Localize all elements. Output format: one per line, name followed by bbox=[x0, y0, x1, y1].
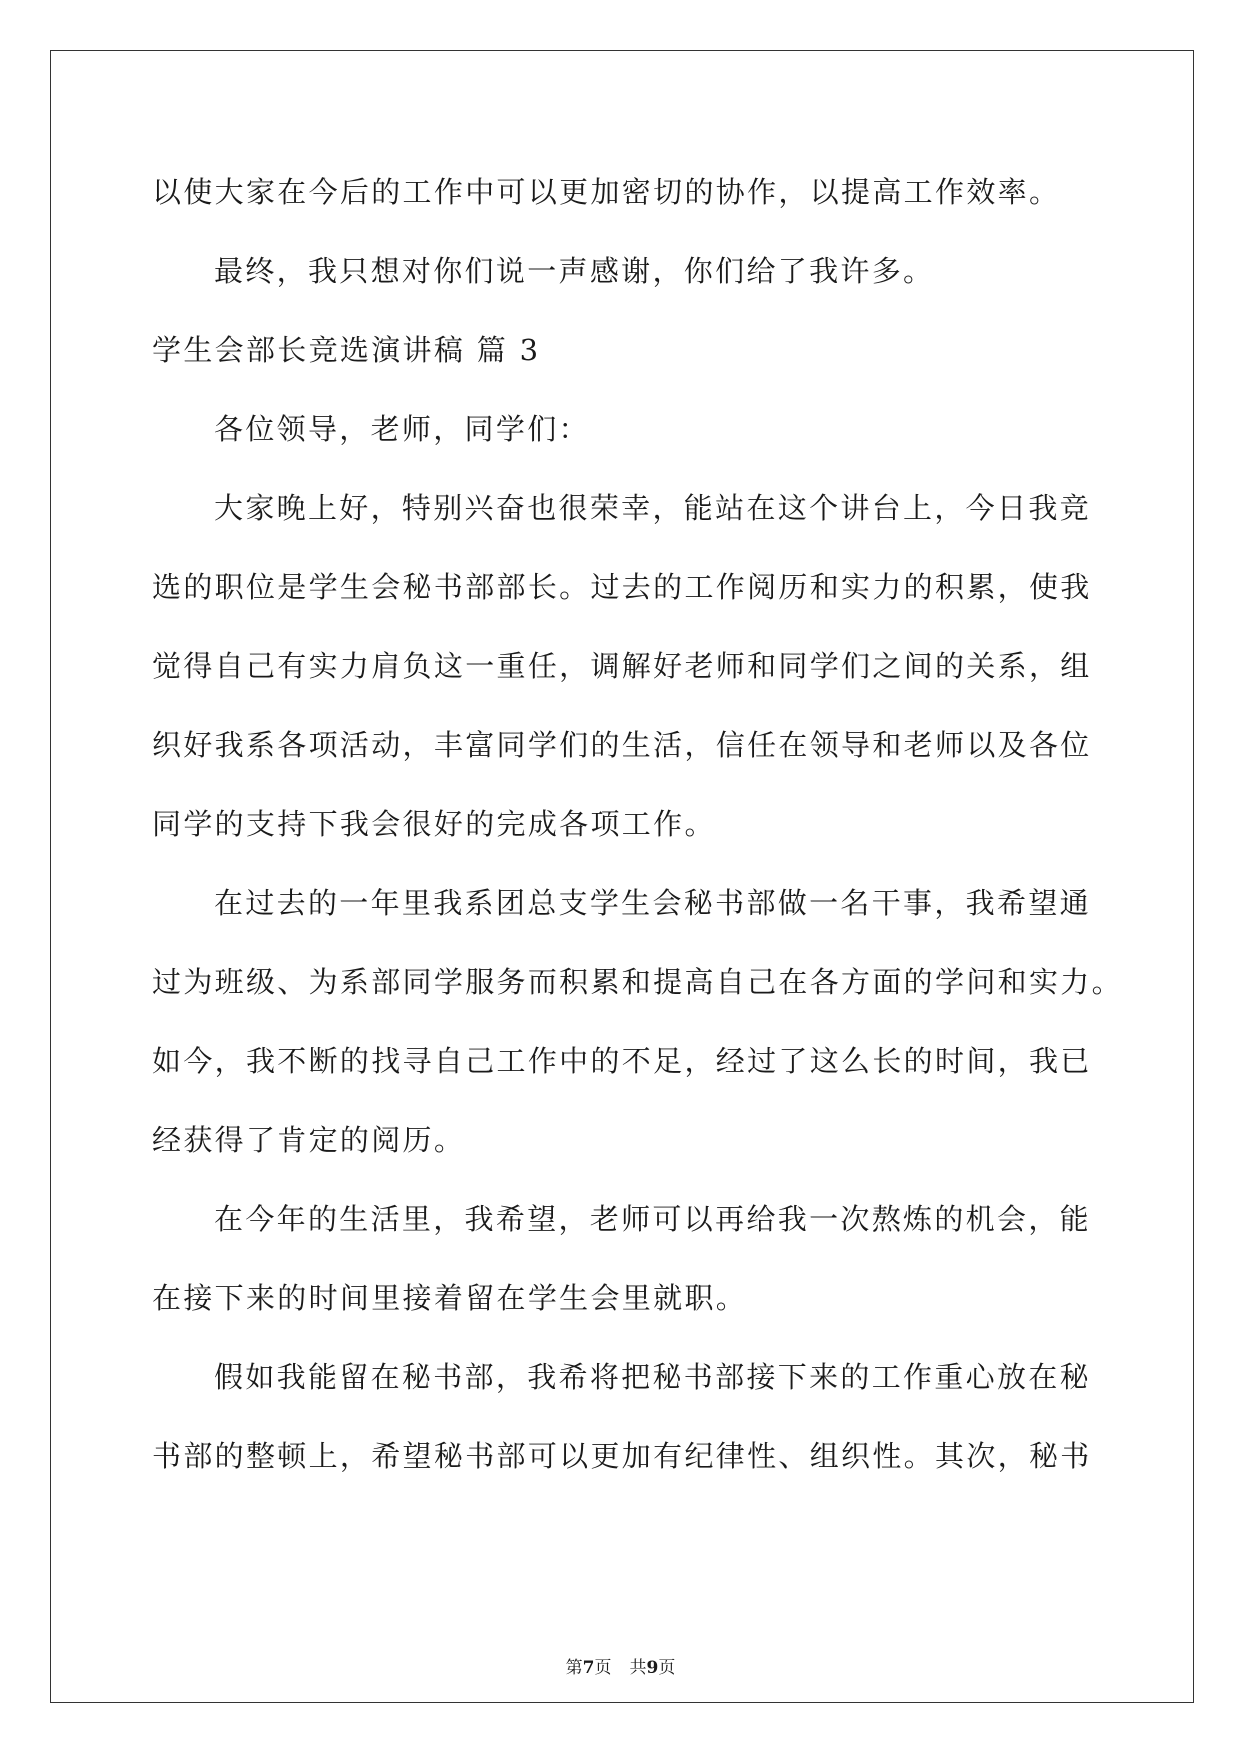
paragraph-line: 过为班级、为系部同学服务而积累和提高自己在各方面的学问和实力。 bbox=[152, 965, 1123, 999]
paragraph-line: 在过去的一年里我系团总支学生会秘书部做一名干事，我希望通 bbox=[214, 886, 1091, 920]
total-prefix: 共 bbox=[629, 1658, 647, 1678]
paragraph-line: 最终，我只想对你们说一声感谢，你们给了我许多。 bbox=[214, 254, 935, 288]
page-footer bbox=[0, 1656, 1241, 1680]
paragraph-line: 选的职位是学生会秘书部部长。过去的工作阅历和实力的积累，使我 bbox=[152, 570, 1092, 604]
section-heading: 学生会部长竞选演讲稿 篇 3 bbox=[152, 333, 541, 367]
paragraph-line: 在接下来的时间里接着留在学生会里就职。 bbox=[152, 1281, 748, 1315]
page-prefix: 第 bbox=[565, 1658, 583, 1678]
paragraph-line: 觉得自己有实力肩负这一重任，调解好老师和同学们之间的关系，组 bbox=[152, 649, 1092, 683]
paragraph-line: 织好我系各项活动，丰富同学们的生活，信任在领导和老师以及各位 bbox=[152, 728, 1092, 762]
total-suffix: 页 bbox=[658, 1658, 676, 1678]
page-suffix: 页 bbox=[594, 1658, 612, 1678]
current-page-number: 7 bbox=[582, 1658, 595, 1678]
paragraph-line: 书部的整顿上，希望秘书部可以更加有纪律性、组织性。其次，秘书 bbox=[152, 1439, 1092, 1473]
paragraph-line: 在今年的生活里，我希望，老师可以再给我一次熬炼的机会，能 bbox=[214, 1202, 1091, 1236]
paragraph-line: 同学的支持下我会很好的完成各项工作。 bbox=[152, 807, 716, 841]
paragraph-line: 假如我能留在秘书部，我希将把秘书部接下来的工作重心放在秘 bbox=[214, 1360, 1091, 1394]
paragraph-line: 经获得了肯定的阅历。 bbox=[152, 1123, 466, 1157]
paragraph-line: 大家晚上好，特别兴奋也很荣幸，能站在这个讲台上，今日我竞 bbox=[214, 491, 1091, 525]
total-page-number: 9 bbox=[646, 1658, 659, 1678]
paragraph-line: 各位领导，老师，同学们： bbox=[214, 412, 590, 446]
paragraph-line: 如今，我不断的找寻自己工作中的不足，经过了这么长的时间，我已 bbox=[152, 1044, 1092, 1078]
paragraph-line: 以使大家在今后的工作中可以更加密切的协作，以提高工作效率。 bbox=[152, 175, 1061, 209]
